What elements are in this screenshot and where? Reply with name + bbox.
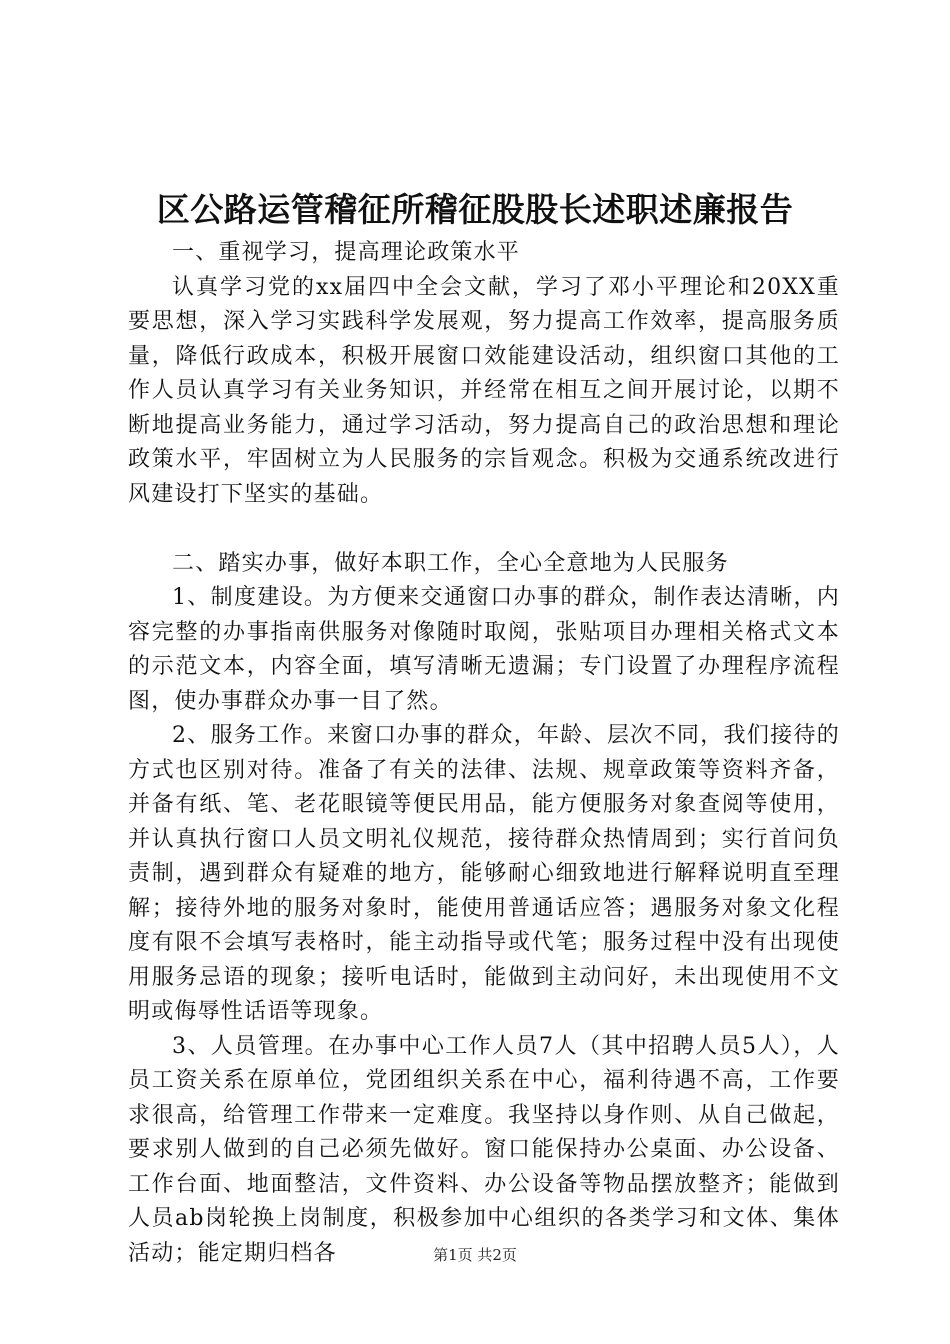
- paragraph-study: 认真学习党的xx届四中全会文献，学习了邓小平理论和20XX重要思想，深入学习实践科学发展观，努力提高工作效率，提高服务质量，降低行政成本，积极开展窗口效能建设活动，组织窗口其他的工作人员认真学习有关业务知识，并经常在相互之间开展讨论，以期不断地提高业务能力，通过学习活动，努力提高自己的政治思想和理论政策水平，牢固树立为人民服务的宗旨观念。积极为交通系统改进行风建设打下坚实的基础。: [128, 274, 840, 507]
- section-heading-1: 一、重视学习，提高理论政策水平: [172, 240, 521, 265]
- paragraph-spacer: [128, 512, 840, 547]
- section-heading-2: 二、踏实办事，做好本职工作，全心全意地为人民服务: [172, 550, 729, 576]
- page-number-footer: 第1页 共2页: [433, 1246, 517, 1264]
- paragraph-service-work: 2、服务工作。来窗口办事的群众，年龄、层次不同，我们接待的方式也区别对待。准备了有关的法律、法规、规章政策等资料齐备，并备有纸、笔、老花眼镜等便民用品，能方便服务对象查阅等使用，并认真执行窗口人员文明礼仪规范，接待群众热情周到；实行首问负责制，遇到群众有疑难的地方，能够耐心细致地进行解释说明直至理解；接待外地的服务对象时，能使用普通话应答；遇服务对象文化程度有限不会填写表格时，能主动指导或代笔；服务过程中没有出现使用服务忌语的现象；接听电话时，能做到主动问好，未出现使用不文明或侮辱性话语等现象。: [128, 723, 840, 1024]
- paragraph-system-building: 1、制度建设。为方便来交通窗口办事的群众，制作表达清晰，内容完整的办事指南供服务对像随时取阅，张贴项目办理相关格式文本的示范文本，内容全面，填写清晰无遗漏；专门设置了办理程序流程图，使办事群众办事一目了然。: [128, 585, 840, 714]
- paragraph-staff-management: 3、人员管理。在办事中心工作人员7人（其中招聘人员5人），人员工资关系在原单位，党团组织关系在中心，福利待遇不高，工作要求很高，给管理工作带来一定难度。我坚持以身作则、从自己做起，要求别人做到的自己必须先做好。窗口能保持办公桌面、办公设备、工作台面、地面整洁，文件资料、办公设备等物品摆放整齐；能做到人员ab岗轮换上岗制度，积极参加中心组织的各类学习和文体、集体活动；能定期归档各: [128, 1033, 840, 1266]
- document-title: 区公路运管稽征所稽征股股长述职述廉报告: [156, 190, 794, 229]
- document-body: [128, 236, 840, 1271]
